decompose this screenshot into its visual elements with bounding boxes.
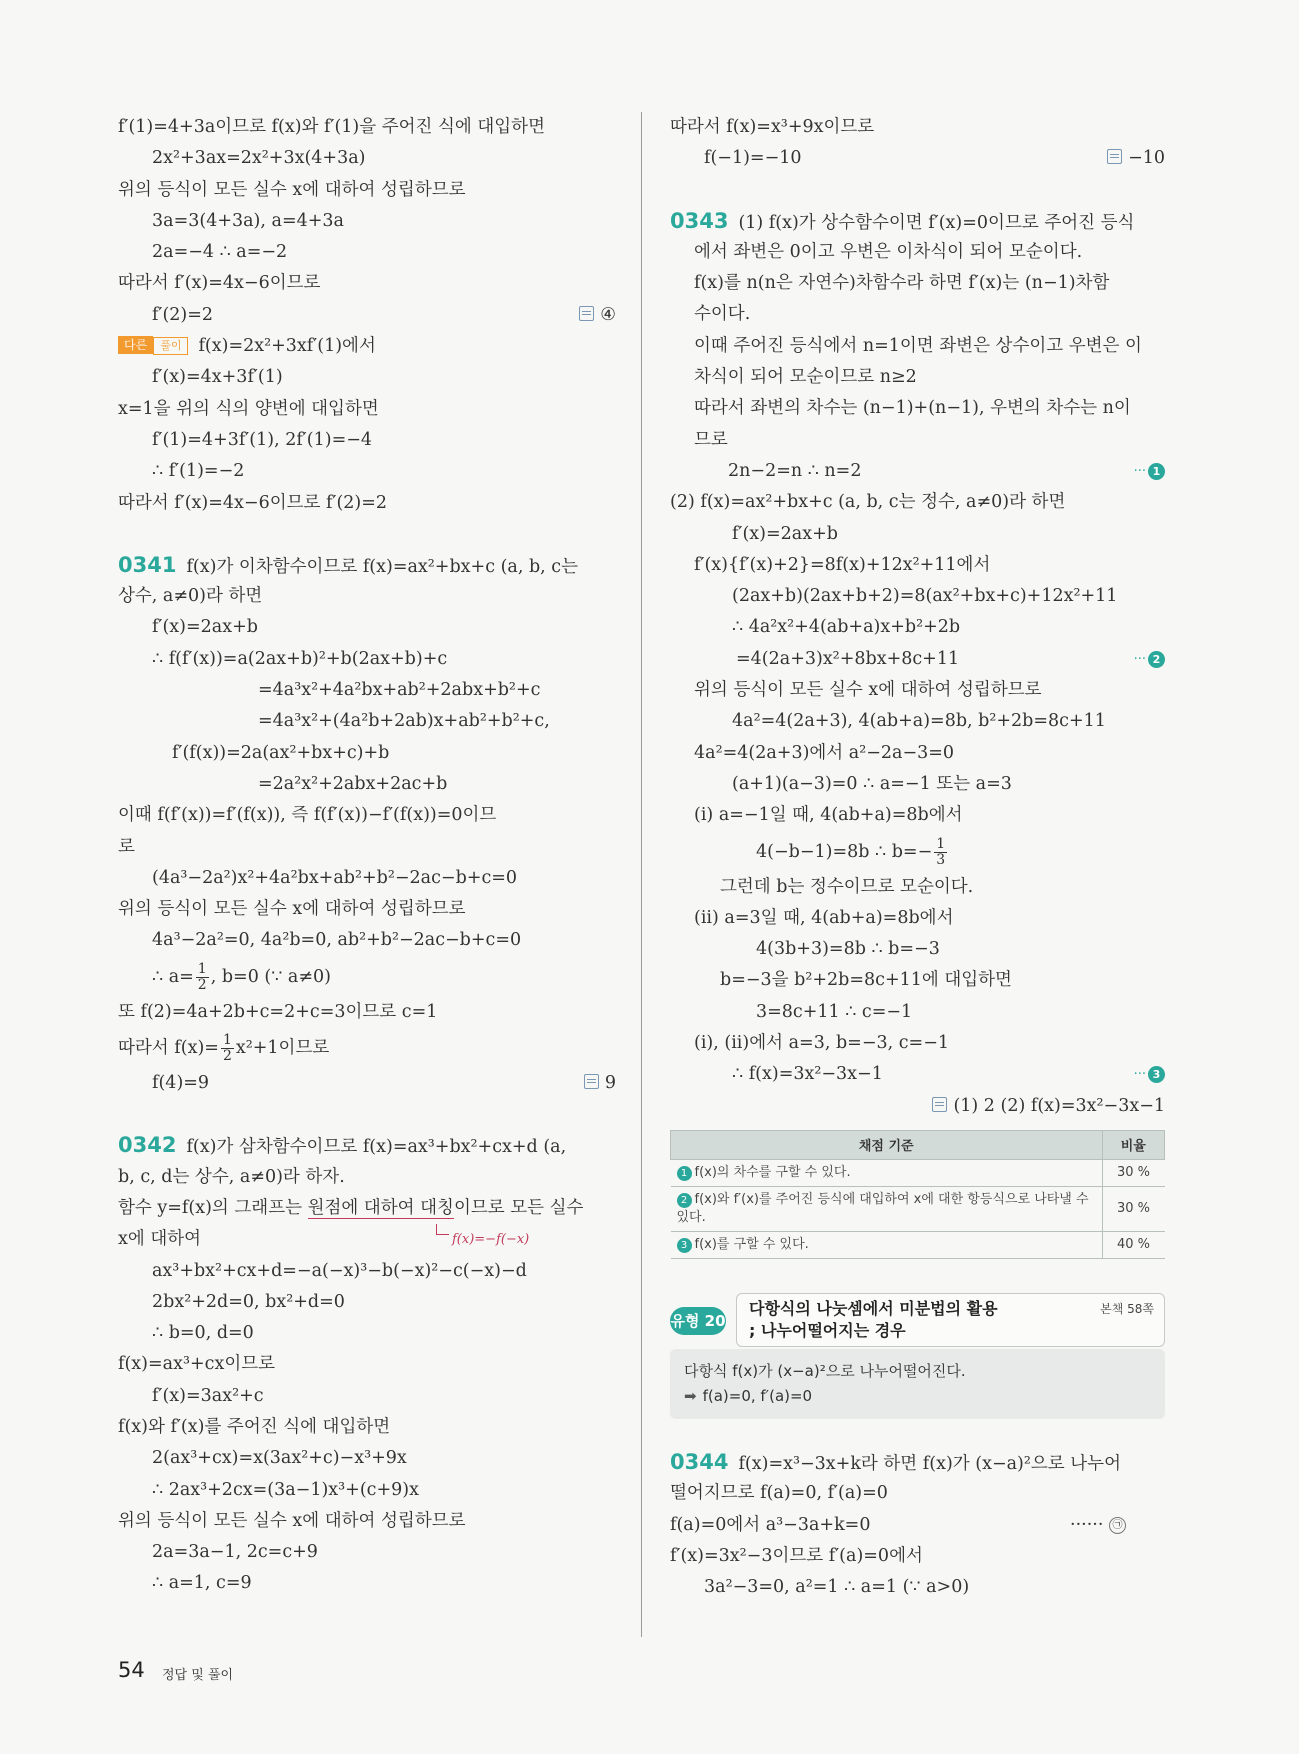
text-line: 따라서 f′(x)=4x−6이므로 <box>118 273 321 294</box>
fraction-numerator: 1 <box>222 1032 232 1049</box>
math-line: ∴ a=1, c=9 <box>152 1573 252 1594</box>
text: f(x)가 삼차함수이므로 f(x)=ax³+bx²+cx+d (a, <box>186 1137 567 1158</box>
step-marker-1 <box>1134 456 1165 487</box>
table-header-row <box>671 1130 1165 1159</box>
table-cell-rate: 40 % <box>1102 1231 1165 1258</box>
table-cell-rate: 30 % <box>1102 1159 1165 1186</box>
step-line <box>670 456 1165 487</box>
text: f(x)가 이차함수이므로 f(x)=ax²+bx+c (a, b, c는 <box>186 556 578 577</box>
summary-text: f(a)=0, f′(a)=0 <box>702 1386 813 1405</box>
table-row <box>671 1186 1165 1231</box>
math-line: 2bx²+2d=0, bx²+d=0 <box>152 1291 345 1312</box>
math-line: f′(1)=4+3f′(1), 2f′(1)=−4 <box>152 429 373 450</box>
text-line: 수이다. <box>694 304 751 325</box>
left-column <box>118 112 616 1600</box>
text-line: f′(1)=4+3a이므로 f(x)와 f′(1)을 주어진 식에 대입하면 <box>118 117 545 137</box>
summary-line <box>684 1384 1151 1409</box>
math-line: b=−3을 b²+2b=8c+11에 대입하면 <box>720 970 1012 991</box>
answer-value: −10 <box>1128 148 1165 169</box>
math-line: f′(x)=2ax+b <box>732 523 838 544</box>
math-text: ∴ a= <box>152 966 194 987</box>
math-line: 2(ax³+cx)=x(3ax²+c)−x³+9x <box>152 1448 407 1469</box>
text-line: 에서 좌변은 0이고 우변은 이차식이 되어 모순이다. <box>694 241 1083 262</box>
step-dots: ··· <box>1133 463 1146 479</box>
math-line-fraction <box>118 1028 616 1068</box>
marker-dots: ······ <box>1070 1514 1104 1535</box>
math-text: x²+1이므로 <box>235 1038 330 1059</box>
step-marker-3 <box>1134 1059 1165 1090</box>
math-text: 2n−2=n ∴ n=2 <box>728 460 862 481</box>
math-text: f(x)=2x²+3xf′(1)에서 <box>198 336 376 357</box>
type-title-line: ; 나누어떨어지는 경우 <box>749 1320 906 1340</box>
text-line: x에 대하여 <box>118 1229 202 1250</box>
grading-table <box>670 1130 1165 1259</box>
answer-line <box>118 1068 616 1099</box>
table-cell <box>671 1159 1103 1186</box>
text: 함수 y=f(x)의 그래프는 <box>118 1197 308 1218</box>
answer-line <box>670 1091 1165 1122</box>
text-line: 따라서 좌변의 차수는 (n−1)+(n−1), 우변의 차수는 n이 <box>694 398 1131 419</box>
math-line: (a+1)(a−3)=0 ∴ a=−1 또는 a=3 <box>732 773 1012 794</box>
criterion-number: 1 <box>677 1166 692 1181</box>
math-line: ∴ 4a²x²+4(ab+a)x+b²+2b <box>732 617 961 638</box>
math-line: f′(x)=3ax²+c <box>152 1385 264 1406</box>
text-line: f′(x)=3x²−3이므로 f′(a)=0에서 <box>670 1545 923 1566</box>
alt-tag: 다른 <box>118 336 153 354</box>
step-marker-2 <box>1134 644 1165 675</box>
text-line: f(x)를 n(n은 자연수)차함수라 하면 f′(x)는 (n−1)차함 <box>694 273 1110 294</box>
text-line: 떨어지므로 f(a)=0, f′(a)=0 <box>670 1483 888 1504</box>
math-line: (4a³−2a²)x²+4a²bx+ab²+b²−2ac−b+c=0 <box>152 867 518 888</box>
problem-number: 0344 <box>670 1449 729 1474</box>
problem-0343-head <box>670 206 1165 237</box>
text-line: 따라서 f(x)=x³+9x이므로 <box>670 117 875 137</box>
math-line: 4a²=4(2a+3), 4(ab+a)=8b, b²+2b=8c+11 <box>732 711 1106 732</box>
right-column <box>670 112 1165 1603</box>
math-line: ∴ f′(1)=−2 <box>152 461 245 482</box>
step-dots: ··· <box>1133 1067 1146 1083</box>
answer <box>932 1091 1165 1122</box>
problem-0342-head <box>118 1130 616 1161</box>
answer <box>579 300 616 331</box>
fraction <box>196 962 209 993</box>
math-line: ax³+bx²+cx+d=−a(−x)³−b(−x)²−c(−x)−d <box>152 1260 527 1281</box>
fraction-denominator: 2 <box>222 1048 232 1065</box>
math-text: f′(2)=2 <box>152 304 214 325</box>
step-number: 2 <box>1148 651 1165 668</box>
text-line: 위의 등식이 모든 실수 x에 대하여 성립하므로 <box>694 680 1042 701</box>
criterion-number: 2 <box>677 1193 692 1208</box>
math-line: 3a=3(4+3a), a=4+3a <box>152 210 344 231</box>
math-text: =4(2a+3)x²+8bx+8c+11 <box>736 648 960 669</box>
column-divider <box>641 112 642 1637</box>
fraction-numerator: 1 <box>936 835 946 852</box>
math-line: =4a³x²+(4a²b+2ab)x+ab²+b²+c, <box>258 711 550 732</box>
math-line: 4a³−2a²=0, 4a²b=0, ab²+b²−2ac−b+c=0 <box>152 930 522 951</box>
arrow-icon: ➡ <box>684 1386 697 1405</box>
step-number: 3 <box>1148 1066 1165 1083</box>
text-line: 위의 등식이 모든 실수 x에 대하여 성립하므로 <box>118 179 466 200</box>
answer <box>584 1068 616 1099</box>
annotation-text: f(x)=−f(−x) <box>452 1231 530 1247</box>
math-line-fraction <box>670 832 1165 872</box>
step-line <box>670 644 1165 675</box>
fraction-denominator: 3 <box>936 851 946 868</box>
math-text: 따라서 f(x)= <box>118 1038 219 1059</box>
math-text: , b=0 (∵ a≠0) <box>210 966 331 987</box>
step-line <box>670 1059 1165 1090</box>
table-header: 비율 <box>1102 1130 1165 1159</box>
text-line: 위의 등식이 모든 실수 x에 대하여 성립하므로 <box>118 899 466 920</box>
criterion-number: 3 <box>677 1238 692 1253</box>
answer-icon <box>1107 149 1122 164</box>
equation-label: ㉠ <box>1109 1517 1126 1534</box>
math-text: f(4)=9 <box>152 1073 210 1094</box>
equation-marker <box>1070 1510 1126 1541</box>
criterion-text: f(x)와 f′(x)를 주어진 등식에 대입하여 x에 대한 항등식으로 나타낼 수 있다. <box>676 1191 1089 1225</box>
text-line: (2) f(x)=ax²+bx+c (a, b, c는 정수, a≠0)라 하면 <box>670 492 1066 513</box>
problem-number: 0342 <box>118 1133 177 1158</box>
text-line: f(x)와 f′(x)를 주어진 식에 대입하면 <box>118 1416 391 1437</box>
math-text: f(a)=0에서 a³−3a+k=0 <box>670 1514 871 1535</box>
type-reference: 본책 58쪽 <box>1100 1301 1154 1316</box>
step-number: 1 <box>1148 463 1165 480</box>
type-box <box>670 1293 1165 1383</box>
text-line: (i) a=−1일 때, 4(ab+a)=8b에서 <box>694 805 963 826</box>
math-line: =4a³x²+4a²bx+ab²+2abx+b²+c <box>258 680 541 701</box>
text-line: 그런데 b는 정수이므로 모순이다. <box>720 876 974 897</box>
problem-0344-head <box>670 1447 1165 1478</box>
fraction <box>221 1033 234 1064</box>
text-line: 또 f(2)=4a+2b+c=2+c=3이므로 c=1 <box>118 1001 438 1022</box>
problem-number: 0341 <box>118 552 177 577</box>
table-row <box>671 1231 1165 1258</box>
step-dots: ··· <box>1133 651 1146 667</box>
math-line: ∴ b=0, d=0 <box>152 1323 254 1344</box>
text-line: b, c, d는 상수, a≠0)라 하자. <box>118 1166 345 1187</box>
math-line: 4a²=4(2a+3)에서 a²−2a−3=0 <box>694 742 955 763</box>
problem-0341-head <box>118 550 616 581</box>
math-line: 2a=−4 ∴ a=−2 <box>152 242 288 263</box>
math-line: 3=8c+11 ∴ c=−1 <box>756 1001 913 1022</box>
text-line: 따라서 f′(x)=4x−6이므로 f′(2)=2 <box>118 492 388 513</box>
math-line: =2a²x²+2abx+2ac+b <box>258 773 448 794</box>
math-line: 2x²+3ax=2x²+3x(4+3a) <box>152 148 366 169</box>
text-line: 로 <box>118 836 135 857</box>
table-cell <box>671 1186 1103 1231</box>
table-row <box>671 1159 1165 1186</box>
math-line: 2a=3a−1, 2c=c+9 <box>152 1542 318 1563</box>
fraction-numerator: 1 <box>197 960 207 977</box>
type-frame <box>736 1293 1165 1347</box>
math-line: 4(3b+3)=8b ∴ b=−3 <box>756 939 940 960</box>
page-label: 정답 및 풀이 <box>162 1668 234 1683</box>
text: (1) f(x)가 상수함수이면 f′(x)=0이므로 주어진 등식 <box>738 212 1135 233</box>
answer-value: 9 <box>604 1073 616 1094</box>
math-line: f′(x){f′(x)+2}=8f(x)+12x²+11에서 <box>694 554 991 575</box>
answer-line <box>670 143 1165 174</box>
answer-value: (1) 2 (2) f(x)=3x²−3x−1 <box>953 1095 1165 1116</box>
text: 이므로 모든 실수 <box>453 1197 584 1218</box>
text-line: f(x)=ax³+cx이므로 <box>118 1354 276 1375</box>
math-line: f′(x)=4x+3f′(1) <box>152 367 283 388</box>
text-line: 차식이 되어 모순이므로 n≥2 <box>694 367 917 388</box>
problem-number: 0343 <box>670 208 729 233</box>
summary-line: 다항식 f(x)가 (x−a)²으로 나누어떨어진다. <box>684 1361 966 1380</box>
type-badge: 유형 20 <box>670 1307 726 1335</box>
criterion-text: f(x)의 차수를 구할 수 있다. <box>694 1164 851 1180</box>
math-line: f′(x)=2ax+b <box>152 617 258 638</box>
math-line-fraction <box>118 957 616 997</box>
underlined-phrase: 원점에 대하여 대칭 <box>307 1197 454 1218</box>
alt-tag-2: 풀이 <box>153 337 188 355</box>
fraction-denominator: 2 <box>197 976 207 993</box>
math-line: (2ax+b)(2ax+b+2)=8(ax²+bx+c)+12x²+11 <box>732 586 1118 607</box>
answer-value: ④ <box>600 304 616 325</box>
math-line: ∴ 2ax³+2cx=(3a−1)x³+(c+9)x <box>152 1479 419 1500</box>
text-line: x=1을 위의 식의 양변에 대입하면 <box>118 398 379 419</box>
math-line: (i), (ii)에서 a=3, b=−3, c=−1 <box>694 1033 950 1054</box>
answer-icon <box>584 1074 599 1089</box>
answer-icon <box>579 306 594 321</box>
type-title-line: 다항식의 나눗셈에서 미분법의 활용 <box>749 1298 998 1318</box>
text-line: 므로 <box>694 429 728 450</box>
marked-line <box>670 1510 1165 1541</box>
math-line: 3a²−3=0, a²=1 ∴ a=1 (∵ a>0) <box>704 1577 970 1598</box>
text-line: 이때 주어진 등식에서 n=1이면 좌변은 상수이고 우변은 이 <box>694 335 1142 356</box>
type-title <box>749 1298 998 1342</box>
page-number: 54 <box>118 1658 145 1682</box>
table-cell-rate: 30 % <box>1102 1186 1165 1231</box>
table-header: 채점 기준 <box>671 1130 1103 1159</box>
answer-icon <box>932 1097 947 1112</box>
text: f(x)=x³−3x+k라 하면 f(x)가 (x−a)²으로 나누어 <box>738 1453 1121 1474</box>
table-cell <box>671 1231 1103 1258</box>
math-line: f′(f(x))=2a(ax²+bx+c)+b <box>172 742 390 763</box>
alt-solution-line <box>118 331 616 362</box>
fraction <box>934 837 947 868</box>
answer <box>1107 143 1165 174</box>
math-text: ∴ f(x)=3x²−3x−1 <box>732 1064 883 1085</box>
math-line: ∴ f(f′(x))=a(2ax+b)²+b(2ax+b)+c <box>152 648 448 669</box>
text-line: (ii) a=3일 때, 4(ab+a)=8b에서 <box>694 907 954 928</box>
answer-line <box>118 300 616 331</box>
criterion-text: f(x)를 구할 수 있다. <box>694 1236 809 1252</box>
text-line: 위의 등식이 모든 실수 x에 대하여 성립하므로 <box>118 1510 466 1531</box>
text-line: 상수, a≠0)라 하면 <box>118 586 263 607</box>
text-line: 이때 f(f′(x))=f′(f(x)), 즉 f(f′(x))−f′(f(x))=0이므 <box>118 805 497 826</box>
math-text: f(−1)=−10 <box>704 148 802 169</box>
math-text: 4(−b−1)=8b ∴ b=− <box>756 841 933 862</box>
